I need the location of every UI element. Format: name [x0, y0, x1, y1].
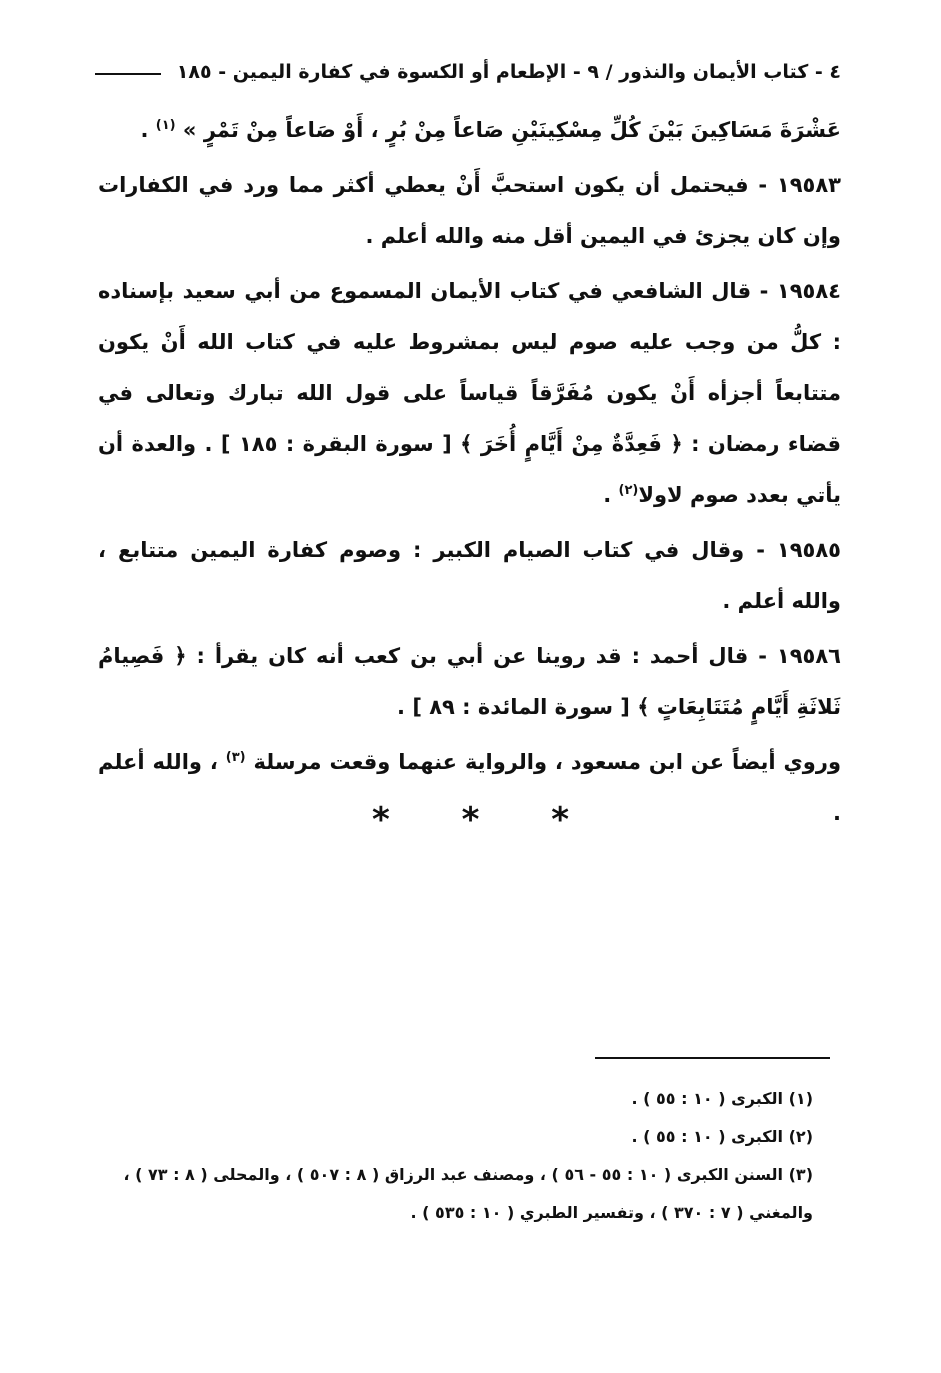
footnote-2: (٢) الكبرى ( ١٠ : ٥٥ ) . — [631, 1127, 813, 1146]
paragraph-tail: . — [140, 118, 156, 142]
paragraph-text: ١٩٥٨٥ - وقال في كتاب الصيام الكبير : وصوم كفارة اليمين متتابع ، والله أعلم . — [98, 538, 841, 613]
footnotes — [80, 1080, 813, 1232]
header-rule — [95, 73, 161, 75]
separator-star: * — [461, 800, 480, 840]
footnote-1: (١) الكبرى ( ١٠ : ٥٥ ) . — [631, 1089, 813, 1108]
footnote-ref: (٣) — [225, 750, 246, 765]
paragraph-text: ١٩٥٨٦ - قال أحمد : قد روينا عن أبي بن كعب أنه كان يقرأ : ﴿ فَصِيامُ ثَلاثَةِ أَيَّامٍ مُتَتَابِعَاتٍ ﴾ [ سورة المائدة : ٨٩ ] . — [98, 644, 841, 719]
footnote-rule — [595, 1057, 830, 1059]
paragraph-continuation — [98, 105, 841, 156]
paragraph-text: وروي أيضاً عن ابن مسعود ، والرواية عنهما وقعت مرسلة — [245, 750, 841, 774]
paragraph-19585 — [98, 525, 841, 627]
paragraph-text: ١٩٥٨٤ - قال الشافعي في كتاب الأيمان المسموع من أبي سعيد بإسناده : كلُّ من وجب عليه صوم ليس بمشروط عليه في كتاب الله أَنْ يكون متتابعاً أجزأه أَنْ يكون مُفَرَّقاً قياساً على قول الله تبارك وتعالى في قضاء رمضان : ﴿ فَعِدَّةٌ مِنْ أَيَّامٍ أُخَرَ ﴾ [ سورة البقرة : ١٨٥ ] . والعدة أن يأتي بعدد صوم لاولا — [98, 279, 841, 507]
section-separator — [0, 800, 941, 840]
footnote-3: (٣) السنن الكبرى ( ١٠ : ٥٥ - ٥٦ ) ، ومصنف عبد الرزاق ( ٨ : ٥٠٧ ) ، والمحلى ( ٨ : ٧٣ ) ، والمغني ( ٧ : ٣٧٠ ) ، وتفسير الطبري ( ١٠ : ٥٣٥ ) . — [123, 1165, 813, 1222]
paragraph-text: عَشْرَةَ مَسَاكِينَ بَيْنَ كُلِّ مِسْكِينَيْنِ صَاعاً مِنْ بُرٍ ، أَوْ صَاعاً مِنْ تَمْرٍ » — [175, 118, 841, 142]
separator-star: * — [371, 800, 390, 840]
main-text — [98, 105, 841, 843]
running-header — [95, 52, 841, 92]
separator-star: * — [551, 800, 570, 840]
paragraph-19583 — [98, 160, 841, 262]
paragraph-text: ١٩٥٨٣ - فيحتمل أن يكون استحبَّ أَنْ يعطي أكثر مما ورد في الكفارات وإن كان يجزئ في اليمين أقل منه والله أعلم . — [98, 173, 841, 248]
paragraph-tail: . — [603, 483, 619, 507]
paragraph-tail: ، والله أعلم . — [98, 750, 841, 825]
footnote-ref: (٢) — [618, 483, 639, 498]
header-title: ٤ - كتاب الأيمان والنذور / ٩ - الإطعام أو الكسوة في كفارة اليمين - ١٨٥ — [176, 61, 841, 83]
paragraph-19586 — [98, 631, 841, 733]
paragraph-19584 — [98, 266, 841, 521]
footnote-ref: (١) — [155, 118, 176, 133]
